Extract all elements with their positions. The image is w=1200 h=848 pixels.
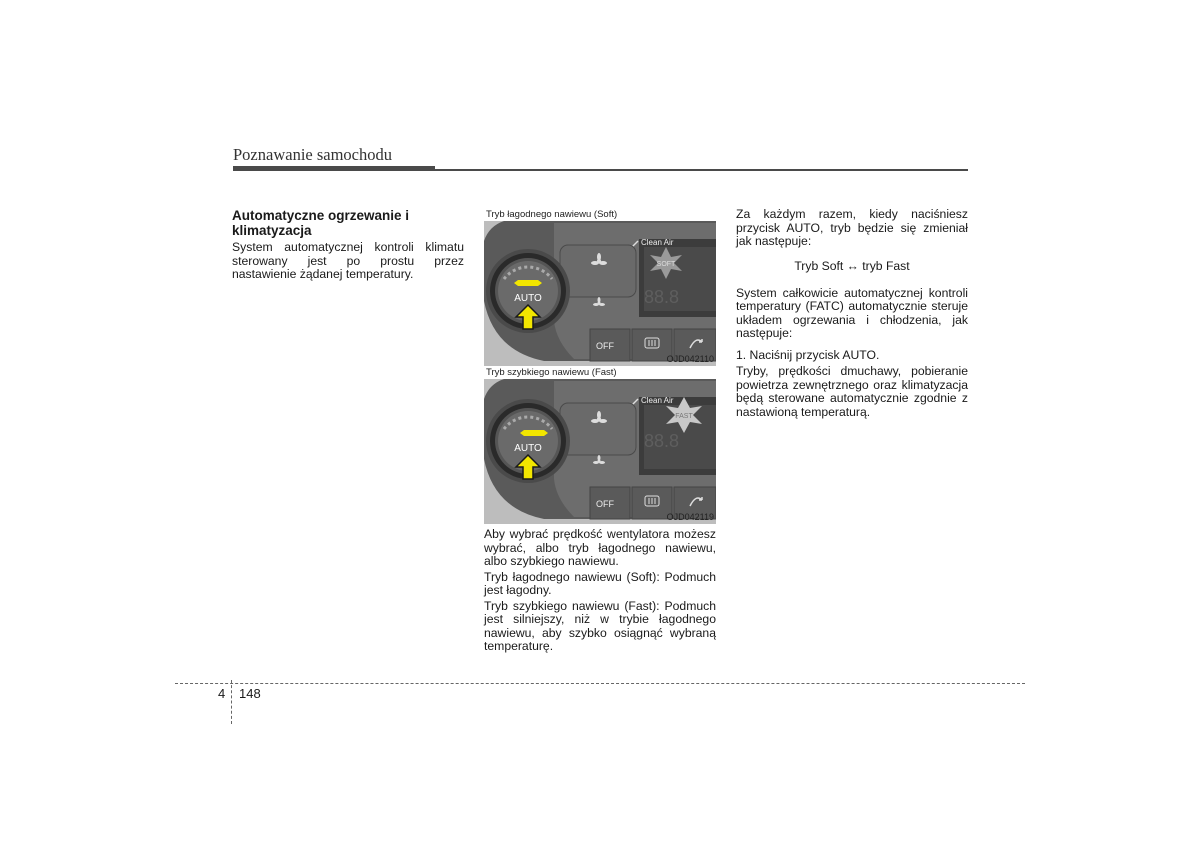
fast-mode-paragraph: Tryb szybkiego nawiewu (Fast): Podmuch jest silniejszy, niż w trybie łagodnego nawiewu, aby szybko osiągnąć wybraną temperaturę.: [484, 598, 716, 653]
figure-fast: [484, 366, 716, 524]
climate-panel-illustration: [484, 221, 716, 366]
figure-image: [484, 379, 716, 524]
svg-text:88.8: 88.8: [644, 431, 680, 451]
figure-caption: Tryb łagodnego nawiewu (Soft): [486, 209, 618, 220]
running-header: Poznawanie samochodu: [233, 145, 392, 164]
header-rule: [435, 169, 968, 171]
auto-button-label: AUTO: [514, 293, 542, 304]
display-text: FAST: [675, 413, 693, 420]
fatc-paragraph: System całkowicie automatycznej kontroli temperatury (FATC) automatycznie steruje układem ogrzewania i chłodzenia, jak następuje:: [736, 285, 968, 340]
intro-paragraph: System automatycznej kontroli klimatu sterowany jest po prostu przez nastawienie żądanej temperatury.: [232, 240, 464, 281]
figure-code: OJD042110: [666, 354, 714, 364]
figure-soft: [484, 208, 716, 366]
climate-panel-illustration: [484, 379, 716, 524]
footer-rule: [175, 683, 1025, 684]
footer-divider: [231, 680, 232, 724]
figure-code: OJD042119: [666, 512, 714, 522]
step-1: 1. Naciśnij przycisk AUTO.: [736, 347, 880, 362]
auto-button-label: AUTO: [514, 443, 542, 454]
clean-air-label: Clean Air: [641, 396, 674, 405]
fast-indicator-icon: [520, 430, 548, 436]
fan-speed-paragraph: Aby wybrać prędkość wentylatora możesz wybrać, albo tryb łagodnego nawiewu, albo szybkiego nawiewu.: [484, 527, 716, 568]
auto-press-paragraph: Za każdym razem, kiedy naciśniesz przycisk AUTO, tryb będzie się zmieniał jak następuje:: [736, 207, 968, 248]
svg-text:88.8: 88.8: [644, 287, 680, 307]
left-column: [232, 208, 464, 282]
off-label: OFF: [596, 499, 614, 509]
display-text: SOFT: [656, 261, 676, 268]
soft-mode-paragraph: Tryb łagodnego nawiewu (Soft): Podmuch jest łagodny.: [484, 569, 716, 597]
page-number: 148: [239, 686, 261, 701]
chapter-number: 4: [218, 686, 226, 701]
figure-image: [484, 221, 716, 366]
clean-air-label: Clean Air: [641, 238, 674, 247]
soft-indicator-icon: [514, 280, 542, 286]
right-column: [736, 208, 968, 419]
mode-cycle-line: Tryb Soft ↔ tryb Fast: [794, 258, 910, 273]
off-label: OFF: [596, 341, 614, 351]
section-heading: Automatyczne ogrzewanie i klimatyzacja: [232, 208, 410, 238]
middle-column: [484, 208, 716, 656]
figure-caption: Tryb szybkiego nawiewu (Fast): [486, 367, 617, 378]
header-rule-thick: [233, 166, 435, 171]
automatic-control-paragraph: Tryby, prędkości dmuchawy, pobieranie powietrza zewnętrznego oraz klimatyzacja będą sterowane automatycznie zgodnie z nastawioną temperaturą.: [736, 364, 968, 419]
